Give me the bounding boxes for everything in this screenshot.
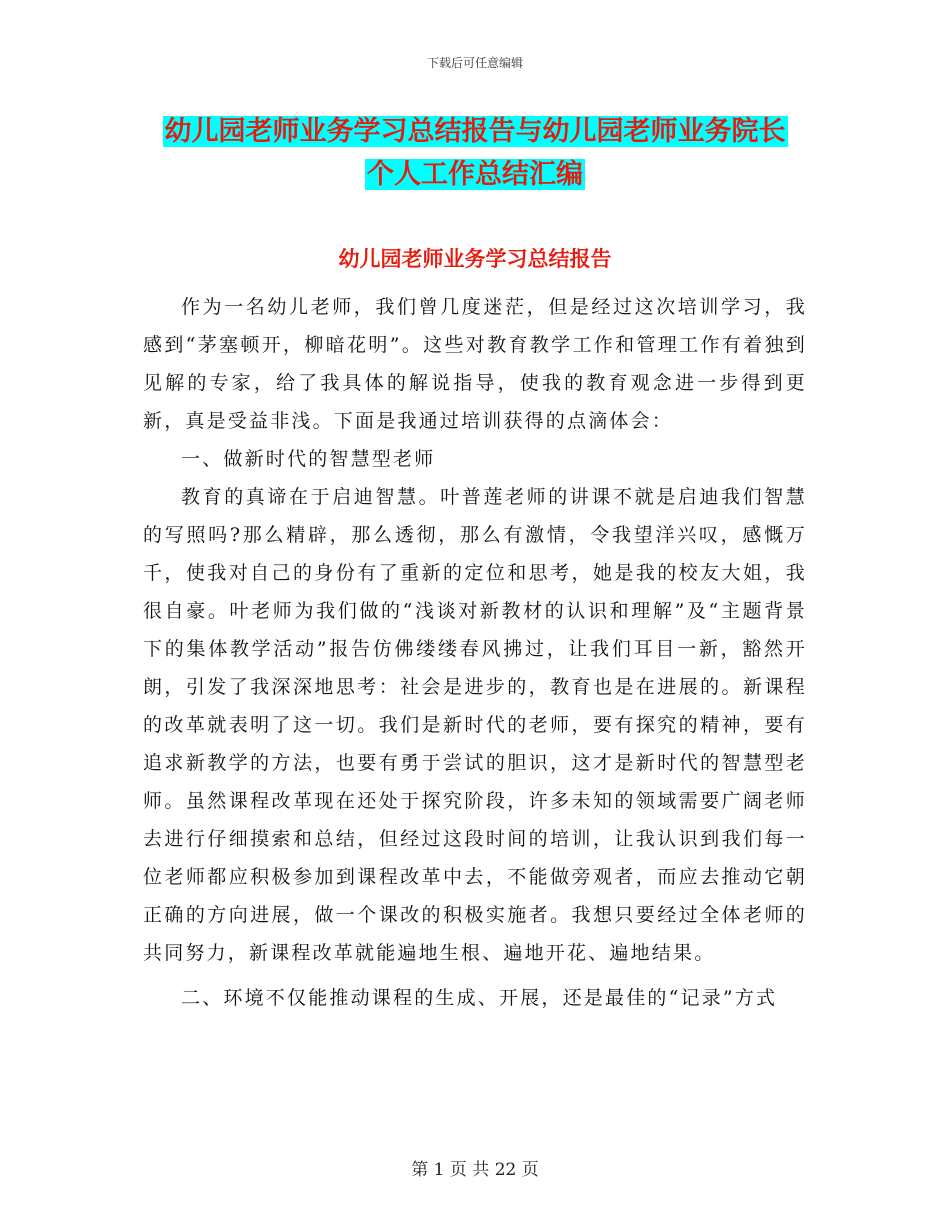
- paragraph-wisdom-teacher: 教育的真谛在于启迪智慧。叶普莲老师的讲课不就是启迪我们智慧的写照吗?那么精辟，那么透彻，那么有激情，令我望洋兴叹，感慨万千，使我对自己的身份有了重新的定位和思考，她是我的校友大姐，我很自豪。叶老师为我们做的“浅谈对新教材的认识和理解”及“主题背景下的集体教学活动”报告仿佛缕缕春风拂过，让我们耳目一新，豁然开朗，引发了我深深地思考：社会是进步的，教育也是在进展的。新课程的改革就表明了这一切。我们是新时代的老师，要有探究的精神，要有追求新教学的方法，也要有勇于尝试的胆识，这才是新时代的智慧型老师。虽然课程改革现在还处于探究阶段，许多未知的领域需要广阔老师去进行仔细摸索和总结，但经过这段时间的培训，让我认识到我们每一位老师都应积极参加到课程改革中去，不能做旁观者，而应去推动它朝正确的方向进展，做一个课改的积极实施者。我想只要经过全体老师的共同努力，新课程改革就能遍地生根、遍地开花、遍地结果。: [143, 486, 807, 964]
- main-title-text-1: 幼儿园老师业务学习总结报告与幼儿园老师业务院长: [164, 116, 786, 147]
- footer-label-end: 页: [521, 1160, 539, 1180]
- header-note: 下载后可任意编辑: [426, 56, 523, 70]
- document-body: [143, 288, 807, 1017]
- heading-two: 二、环境不仅能推动课程的生成、开展，还是最佳的“记录”方式: [181, 987, 778, 1009]
- section-title: 幼儿园老师业务学习总结报告: [338, 247, 612, 271]
- main-title-line-1: [0, 110, 950, 154]
- page-footer: [0, 1155, 950, 1180]
- footer-page-total: 22: [494, 1160, 517, 1180]
- main-title-text-2: 个人工作总结汇编: [367, 159, 583, 190]
- footer-label-of: 页 共: [449, 1160, 490, 1180]
- main-title-line-2: [0, 153, 950, 197]
- footer-page-number: 1: [433, 1160, 445, 1180]
- footer-label-page: 第: [411, 1160, 429, 1180]
- paragraph-intro: 作为一名幼儿老师，我们曾几度迷茫，但是经过这次培训学习，我感到“茅塞顿开，柳暗花明”。这些对教育教学工作和管理工作有着独到见解的专家，给了我具体的解说指导，使我的教育观念进一步得到更新，真是受益非浅。下面是我通过培训获得的点滴体会：: [143, 296, 807, 432]
- heading-one: 一、做新时代的智慧型老师: [181, 448, 436, 470]
